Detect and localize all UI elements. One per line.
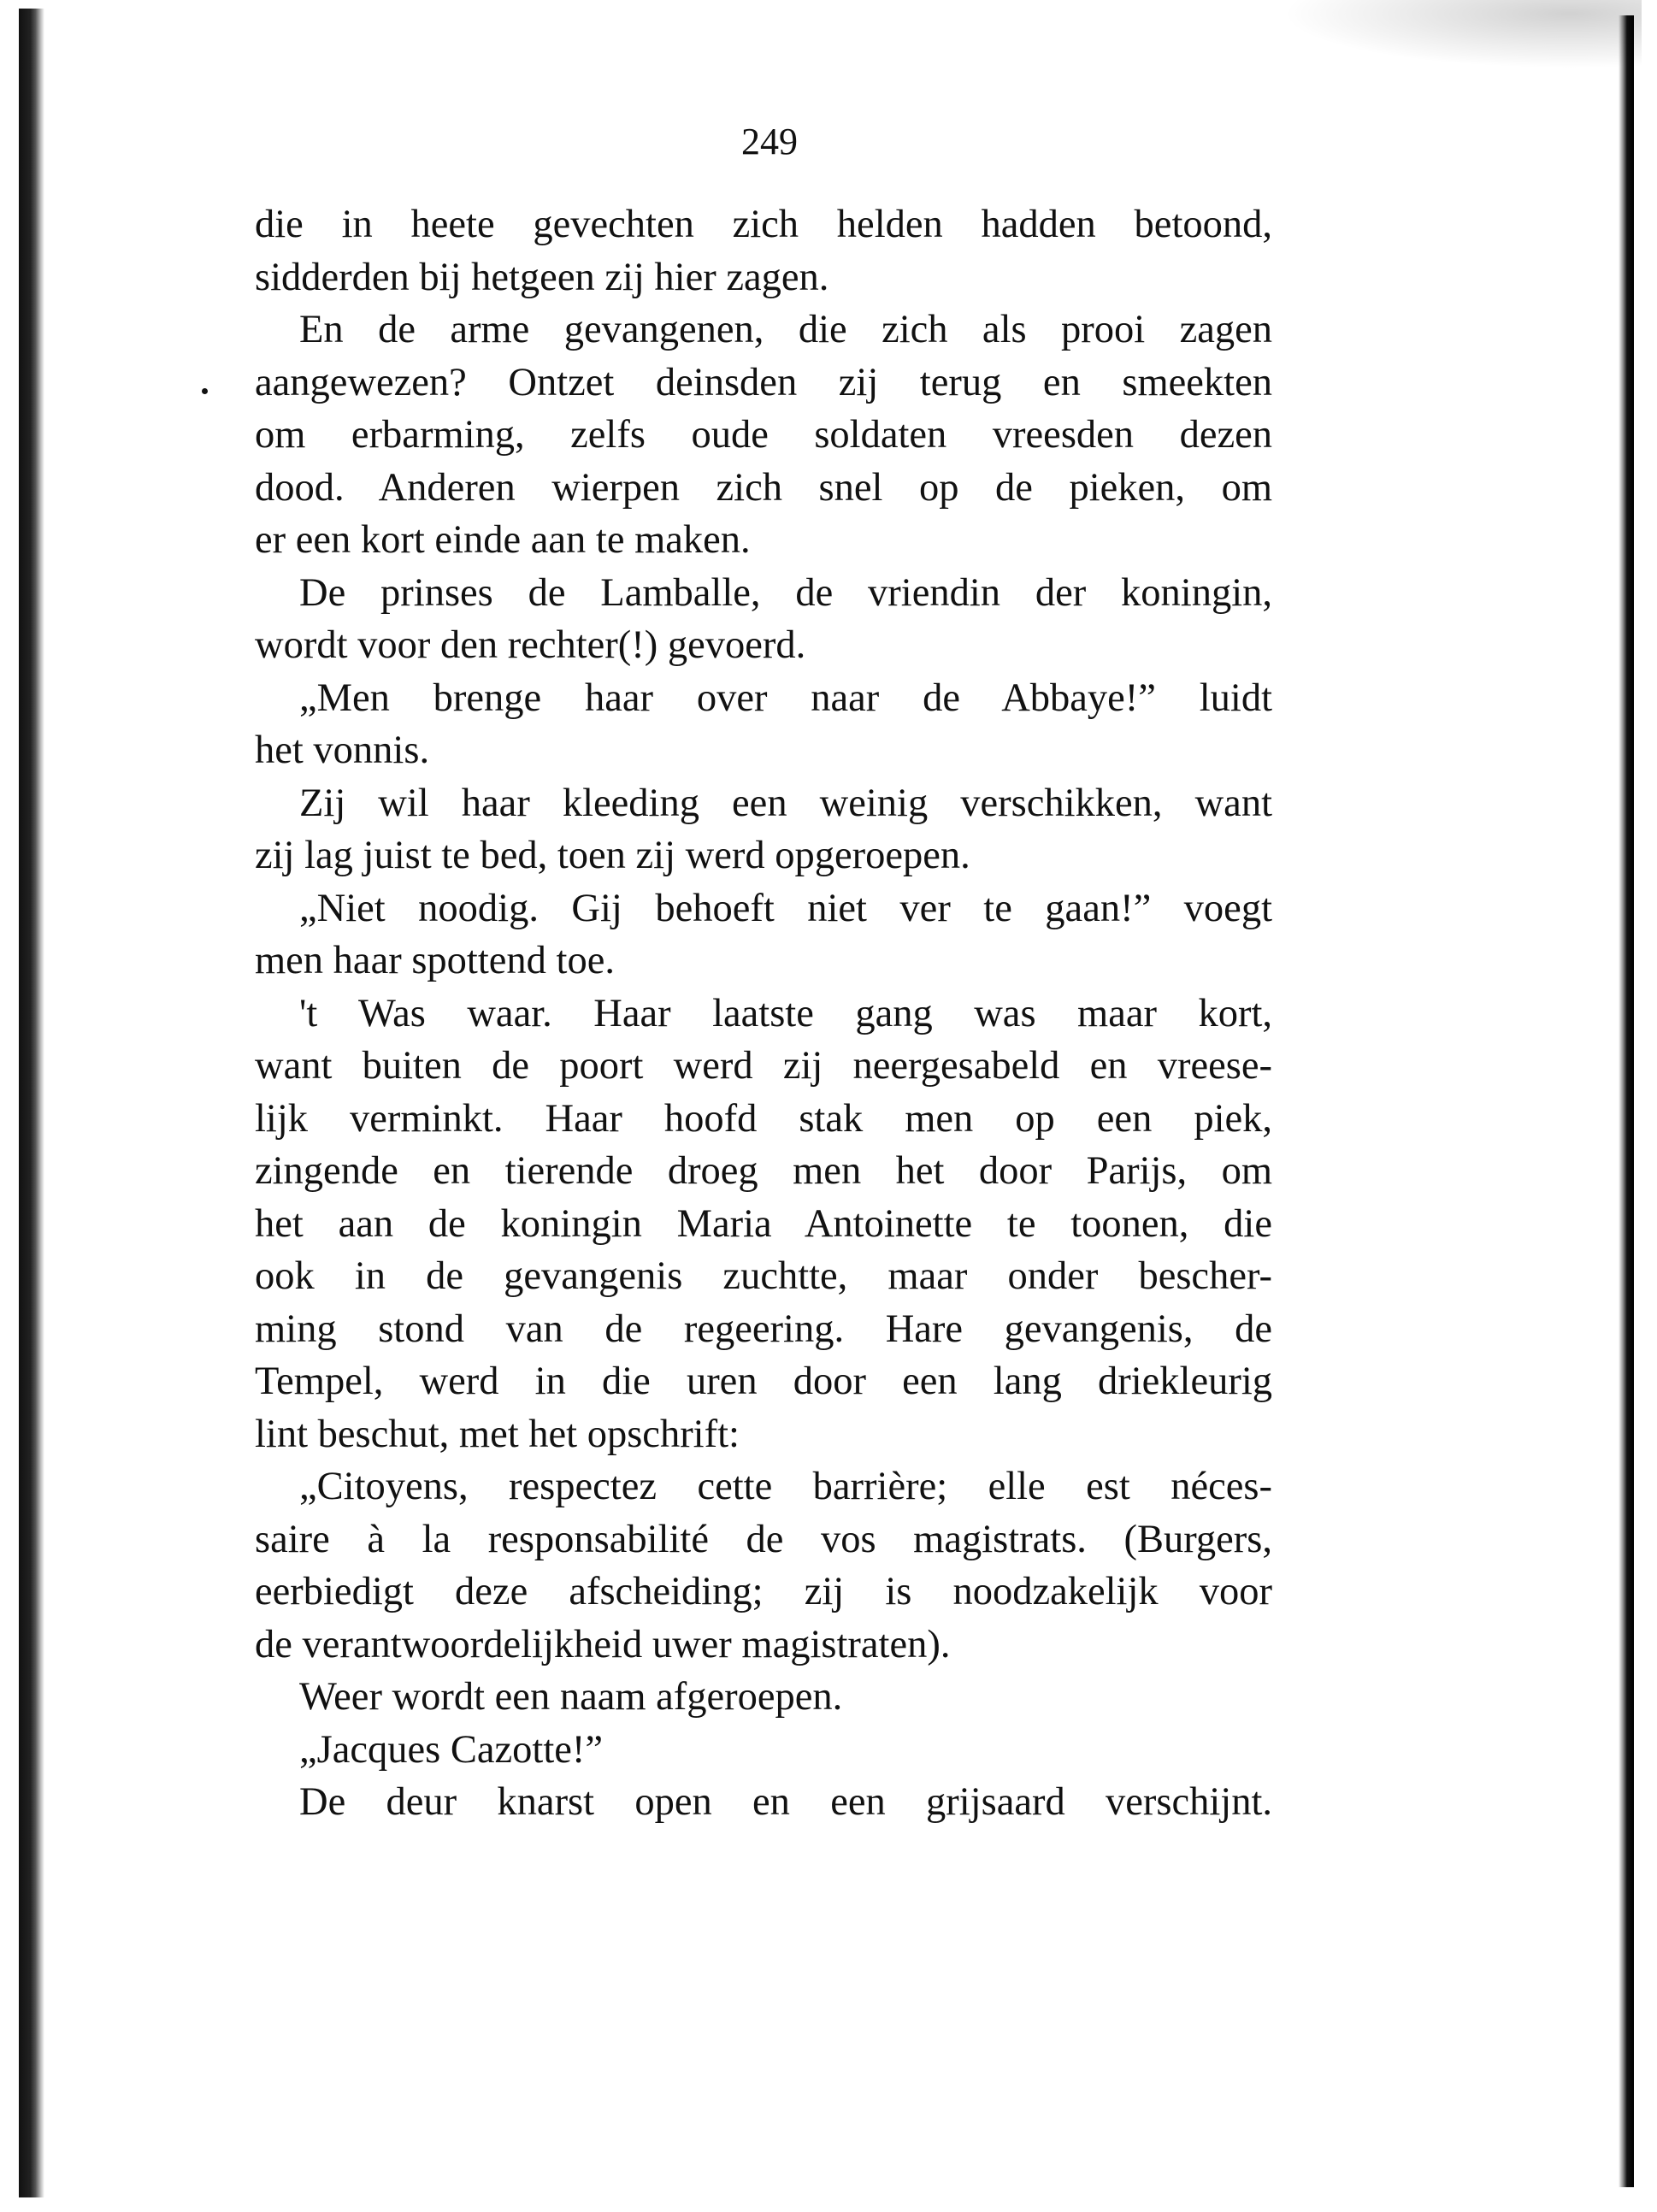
text-line: De deur knarst open en een grijsaard verschijnt. — [299, 1780, 1272, 1824]
text-line: het vonnis. — [255, 728, 430, 772]
text-line: zingende en tierende droeg men het door Parijs, om — [255, 1149, 1272, 1193]
text-line: „Jacques Cazotte!” — [299, 1727, 604, 1772]
text-line: aangewezen? Ontzet deinsden zij terug en smeekten — [255, 360, 1272, 404]
text-line: saire à la responsabilité de vos magistrats. (Burgers, — [255, 1517, 1272, 1561]
text-line: men haar spottend toe. — [255, 939, 615, 982]
text-line: ming stond van de regeering. Hare gevangenis, de — [255, 1307, 1272, 1351]
text-line: En de arme gevangenen, die zich als prooi zagen — [299, 308, 1272, 351]
margin-mark — [202, 388, 208, 394]
text-line: die in heete gevechten zich helden hadden betoond, — [255, 203, 1272, 246]
text-line: want buiten de poort werd zij neergesabeld en vreese- — [255, 1044, 1272, 1088]
text-line: 't Was waar. Haar laatste gang was maar kort, — [299, 991, 1272, 1035]
scan-speckle — [1283, 0, 1642, 68]
body-text — [255, 198, 1272, 1829]
text-line: sidderden bij hetgeen zij hier zagen. — [255, 255, 829, 299]
text-line: zij lag juist te bed, toen zij werd opgeroepen. — [255, 834, 970, 877]
text-line: wordt voor den rechter(!) gevoerd. — [255, 623, 806, 667]
text-line: Weer wordt een naam afgeroepen. — [299, 1675, 843, 1719]
text-line: eerbiedigt deze afscheiding; zij is noodzakelijk voor — [255, 1570, 1272, 1613]
text-line: het aan de koningin Maria Antoinette te toonen, die — [255, 1201, 1272, 1246]
text-line: „Niet noodig. Gij behoeft niet ver te gaan!” voegt — [299, 886, 1272, 930]
page-number: 249 — [741, 121, 798, 162]
text-line: Tempel, werd in die uren door een lang driekleurig — [255, 1360, 1272, 1403]
text-line: lint beschut, met het opschrift: — [255, 1412, 740, 1456]
text-line: de verantwoordelijkheid uwer magistraten). — [255, 1622, 951, 1666]
right-page-edge-shadow — [1619, 15, 1634, 2187]
left-page-edge-shadow — [19, 9, 44, 2197]
text-line: lijk verminkt. Haar hoofd stak men op een piek, — [255, 1096, 1272, 1141]
text-line: ook in de gevangenis zuchtte, maar onder bescher- — [255, 1254, 1272, 1298]
text-line: „Citoyens, respectez cette barrière; elle est néces- — [299, 1465, 1272, 1508]
text-line: er een kort einde aan te maken. — [255, 518, 751, 562]
text-line: „Men brenge haar over naar de Abbaye!” luidt — [299, 675, 1272, 720]
text-line: dood. Anderen wierpen zich snel op de pieken, om — [255, 465, 1272, 510]
text-line: Zij wil haar kleeding een weinig verschikken, want — [299, 781, 1272, 825]
text-line: om erbarming, zelfs oude soldaten vreesden dezen — [255, 413, 1272, 457]
text-line: De prinses de Lamballe, de vriendin der koningin, — [299, 570, 1272, 615]
